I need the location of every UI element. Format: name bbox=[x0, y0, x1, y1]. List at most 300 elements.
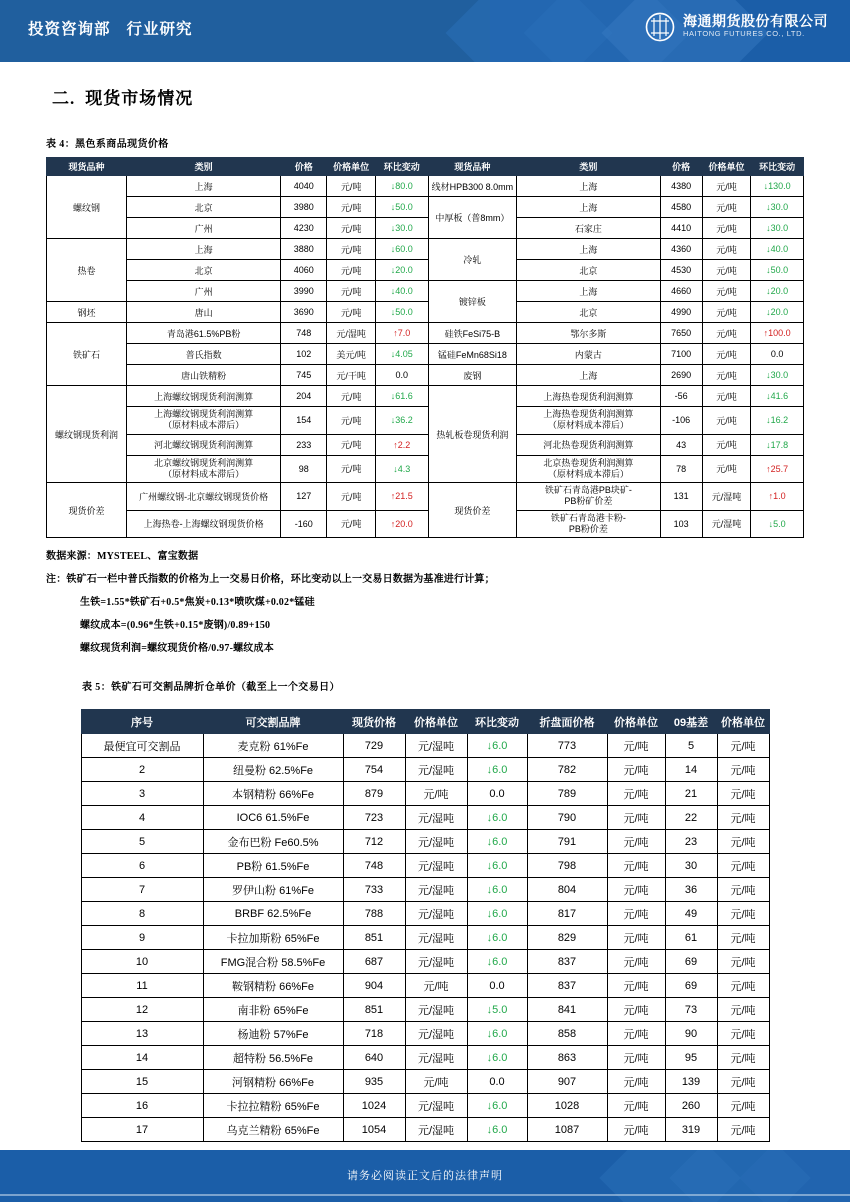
table-row bbox=[47, 218, 804, 239]
spot-price-table bbox=[46, 157, 804, 538]
unit-cell-right: 元/吨 bbox=[702, 218, 750, 239]
formula-rebar-profit: 螺纹现货利润=螺纹现货价格/0.97-螺纹成本 bbox=[80, 643, 274, 654]
change-cell-left: ↓60.0 bbox=[375, 239, 428, 260]
change-cell-left: ↑7.0 bbox=[375, 323, 428, 344]
unit-cell-left: 元/吨 bbox=[327, 260, 375, 281]
spot-price-cell: 788 bbox=[343, 902, 405, 926]
type-cell-right: 上海热卷现货利润测算 bbox=[517, 386, 660, 407]
brand-cell: 河钢精粉 66%Fe bbox=[203, 1070, 343, 1094]
page-header bbox=[0, 0, 850, 62]
table-row bbox=[81, 1022, 769, 1046]
price-cell-left: 98 bbox=[281, 455, 327, 483]
unit-cell-left: 元/吨 bbox=[327, 176, 375, 197]
formula-rebar-cost: 螺纹成本=(0.96*生铁+0.15*废钢)/0.89+150 bbox=[80, 620, 271, 631]
table4-note: 注：铁矿石一栏中普氏指数的价格为上一交易日价格，环比变动以上一交易日数据为基准进行计算； bbox=[46, 574, 495, 585]
unit-cell-3: 元/吨 bbox=[717, 1022, 769, 1046]
basis-cell: 319 bbox=[665, 1118, 717, 1142]
index-cell: 12 bbox=[81, 998, 203, 1022]
unit-cell-2: 元/吨 bbox=[607, 806, 665, 830]
unit-cell-right: 元/吨 bbox=[702, 407, 750, 435]
change-cell-left: ↓36.2 bbox=[375, 407, 428, 435]
type-cell-right: 铁矿石青岛港卡粉- PB粉价差 bbox=[517, 510, 660, 538]
table-row bbox=[81, 998, 769, 1022]
change-cell-right: ↓41.6 bbox=[751, 386, 804, 407]
brand-cell: 乌克兰精粉 65%Fe bbox=[203, 1118, 343, 1142]
unit-cell-1: 元/湿吨 bbox=[405, 758, 467, 782]
unit-cell-3: 元/吨 bbox=[717, 1070, 769, 1094]
index-cell: 10 bbox=[81, 950, 203, 974]
change-cell: ↓6.0 bbox=[467, 734, 527, 758]
discount-price-cell: 798 bbox=[527, 854, 607, 878]
brand-cell: FMG混合粉 58.5%Fe bbox=[203, 950, 343, 974]
table-row bbox=[81, 902, 769, 926]
unit-cell-3: 元/吨 bbox=[717, 854, 769, 878]
change-cell: ↓6.0 bbox=[467, 902, 527, 926]
index-cell: 8 bbox=[81, 902, 203, 926]
change-cell-right: ↓16.2 bbox=[751, 407, 804, 435]
unit-cell-right: 元/吨 bbox=[702, 365, 750, 386]
table-row bbox=[47, 344, 804, 365]
spot-price-cell: 748 bbox=[343, 854, 405, 878]
type-cell-right: 上海 bbox=[517, 176, 660, 197]
table-row bbox=[47, 407, 804, 435]
brand-cell: 卡拉拉精粉 65%Fe bbox=[203, 1094, 343, 1118]
brand-cell: 金布巴粉 Fe60.5% bbox=[203, 830, 343, 854]
change-cell-left: ↓40.0 bbox=[375, 281, 428, 302]
table4-source: 数据来源：MYSTEEL、富宝数据 bbox=[46, 551, 199, 562]
price-cell-left: 204 bbox=[281, 386, 327, 407]
type-cell-left: 普氏指数 bbox=[127, 344, 281, 365]
change-cell-left: ↑20.0 bbox=[375, 510, 428, 538]
unit-cell-2: 元/吨 bbox=[607, 1118, 665, 1142]
type-cell-right: 北京 bbox=[517, 260, 660, 281]
change-cell-left: ↓30.0 bbox=[375, 218, 428, 239]
unit-cell-right: 元/吨 bbox=[702, 344, 750, 365]
table4-caption: 表 4：黑色系商品现货价格 bbox=[46, 139, 169, 150]
th-change-left: 环比变动 bbox=[375, 158, 428, 176]
unit-cell-3: 元/吨 bbox=[717, 1046, 769, 1070]
brand-cell: 杨迪粉 57%Fe bbox=[203, 1022, 343, 1046]
unit-cell-left: 元/吨 bbox=[327, 239, 375, 260]
spot-price-cell: 723 bbox=[343, 806, 405, 830]
category-cell-right: 镀锌板 bbox=[428, 281, 517, 323]
discount-price-cell: 790 bbox=[527, 806, 607, 830]
spot-price-cell: 851 bbox=[343, 998, 405, 1022]
category-cell-left: 现货价差 bbox=[47, 483, 127, 538]
type-cell-right: 上海 bbox=[517, 239, 660, 260]
index-cell: 14 bbox=[81, 1046, 203, 1070]
unit-cell-3: 元/吨 bbox=[717, 758, 769, 782]
brand-name-en: HAITONG FUTURES CO., LTD. bbox=[683, 29, 805, 39]
brand-name-cn: 海通期货股份有限公司 bbox=[683, 14, 828, 30]
index-cell: 最便宜可交割品 bbox=[81, 734, 203, 758]
type-cell-left: 河北螺纹钢现货利润测算 bbox=[127, 434, 281, 455]
section-number: 二. bbox=[52, 89, 76, 108]
price-cell-right: 4580 bbox=[660, 197, 702, 218]
unit-cell-right: 元/吨 bbox=[702, 281, 750, 302]
type-cell-left: 广州螺纹钢-北京螺纹钢现货价格 bbox=[127, 483, 281, 511]
change-cell: ↓6.0 bbox=[467, 1022, 527, 1046]
table-row bbox=[81, 1070, 769, 1094]
brand-cell: PB粉 61.5%Fe bbox=[203, 854, 343, 878]
category-cell-left: 钢坯 bbox=[47, 302, 127, 323]
price-cell-right: 4530 bbox=[660, 260, 702, 281]
table-row bbox=[81, 734, 769, 758]
basis-cell: 61 bbox=[665, 926, 717, 950]
unit-cell-2: 元/吨 bbox=[607, 1094, 665, 1118]
table-row bbox=[81, 782, 769, 806]
price-cell-right: 7650 bbox=[660, 323, 702, 344]
type-cell-left: 青岛港61.5%PB粉 bbox=[127, 323, 281, 344]
table5-body bbox=[81, 734, 769, 1142]
unit-cell-1: 元/湿吨 bbox=[405, 926, 467, 950]
table-row bbox=[47, 197, 804, 218]
unit-cell-2: 元/吨 bbox=[607, 902, 665, 926]
unit-cell-right: 元/湿吨 bbox=[702, 510, 750, 538]
basis-cell: 139 bbox=[665, 1070, 717, 1094]
category-cell-right: 线材HPB300 8.0mm bbox=[428, 176, 517, 197]
change-cell-left: ↓20.0 bbox=[375, 260, 428, 281]
spot-price-cell: 718 bbox=[343, 1022, 405, 1046]
change-cell: ↓6.0 bbox=[467, 1118, 527, 1142]
change-cell-right: ↑100.0 bbox=[751, 323, 804, 344]
type-cell-left: 上海热卷-上海螺纹钢现货价格 bbox=[127, 510, 281, 538]
unit-cell-left: 元/吨 bbox=[327, 455, 375, 483]
basis-cell: 95 bbox=[665, 1046, 717, 1070]
unit-cell-right: 元/吨 bbox=[702, 323, 750, 344]
basis-cell: 21 bbox=[665, 782, 717, 806]
unit-cell-1: 元/湿吨 bbox=[405, 1046, 467, 1070]
unit-cell-right: 元/吨 bbox=[702, 434, 750, 455]
section-title-text: 现货市场情况 bbox=[85, 89, 194, 108]
unit-cell-right: 元/吨 bbox=[702, 302, 750, 323]
index-cell: 3 bbox=[81, 782, 203, 806]
brand-cell: BRBF 62.5%Fe bbox=[203, 902, 343, 926]
index-cell: 7 bbox=[81, 878, 203, 902]
table4-header-row bbox=[47, 158, 804, 176]
unit-cell-left: 元/吨 bbox=[327, 218, 375, 239]
unit-cell-3: 元/吨 bbox=[717, 734, 769, 758]
table-row bbox=[47, 510, 804, 538]
type-cell-left: 北京 bbox=[127, 260, 281, 281]
category-cell-left: 螺纹钢 bbox=[47, 176, 127, 239]
unit-cell-left: 元/吨 bbox=[327, 434, 375, 455]
spot-price-cell: 904 bbox=[343, 974, 405, 998]
spot-price-cell: 754 bbox=[343, 758, 405, 782]
index-cell: 4 bbox=[81, 806, 203, 830]
price-cell-right: 4660 bbox=[660, 281, 702, 302]
price-cell-left: -160 bbox=[281, 510, 327, 538]
brand-cell: IOC6 61.5%Fe bbox=[203, 806, 343, 830]
discount-price-cell: 782 bbox=[527, 758, 607, 782]
change-cell-left: ↓50.0 bbox=[375, 197, 428, 218]
unit-cell-3: 元/吨 bbox=[717, 926, 769, 950]
table-row bbox=[47, 281, 804, 302]
unit-cell-3: 元/吨 bbox=[717, 878, 769, 902]
unit-cell-2: 元/吨 bbox=[607, 854, 665, 878]
unit-cell-left: 元/吨 bbox=[327, 483, 375, 511]
change-cell: ↓6.0 bbox=[467, 1094, 527, 1118]
basis-cell: 73 bbox=[665, 998, 717, 1022]
table-row bbox=[47, 455, 804, 483]
discount-price-cell: 817 bbox=[527, 902, 607, 926]
th-variety-right: 现货品种 bbox=[428, 158, 517, 176]
brand-cell: 南非粉 65%Fe bbox=[203, 998, 343, 1022]
basis-cell: 22 bbox=[665, 806, 717, 830]
brand-cell: 罗伊山粉 61%Fe bbox=[203, 878, 343, 902]
change-cell-right: ↓50.0 bbox=[751, 260, 804, 281]
type-cell-right: 内蒙古 bbox=[517, 344, 660, 365]
unit-cell-1: 元/吨 bbox=[405, 1070, 467, 1094]
haitong-logo-icon bbox=[645, 12, 675, 42]
price-cell-right: 4380 bbox=[660, 176, 702, 197]
change-cell: ↓6.0 bbox=[467, 854, 527, 878]
category-cell-left: 热卷 bbox=[47, 239, 127, 302]
unit-cell-2: 元/吨 bbox=[607, 734, 665, 758]
change-cell-right: ↑25.7 bbox=[751, 455, 804, 483]
price-cell-right: 103 bbox=[660, 510, 702, 538]
th-price-left: 价格 bbox=[281, 158, 327, 176]
category-cell-right: 废钢 bbox=[428, 365, 517, 386]
unit-cell-2: 元/吨 bbox=[607, 878, 665, 902]
basis-cell: 30 bbox=[665, 854, 717, 878]
index-cell: 6 bbox=[81, 854, 203, 878]
formula-pig-iron: 生铁=1.55*铁矿石+0.5*焦炭+0.13*喷吹煤+0.02*锰硅 bbox=[80, 597, 315, 608]
category-cell-right: 锰硅FeMn68Si18 bbox=[428, 344, 517, 365]
page-footer bbox=[0, 1150, 850, 1202]
th-type-right: 类别 bbox=[517, 158, 660, 176]
discount-price-cell: 789 bbox=[527, 782, 607, 806]
change-cell: ↓5.0 bbox=[467, 998, 527, 1022]
table-row bbox=[81, 878, 769, 902]
table-row bbox=[81, 854, 769, 878]
change-cell-right: ↓130.0 bbox=[751, 176, 804, 197]
change-cell-right: ↓30.0 bbox=[751, 197, 804, 218]
unit-cell-1: 元/湿吨 bbox=[405, 902, 467, 926]
header-title bbox=[28, 17, 193, 39]
index-cell: 17 bbox=[81, 1118, 203, 1142]
spot-price-cell: 712 bbox=[343, 830, 405, 854]
change-cell-right: ↓20.0 bbox=[751, 281, 804, 302]
category-cell-right: 冷轧 bbox=[428, 239, 517, 281]
table-row bbox=[47, 323, 804, 344]
index-cell: 13 bbox=[81, 1022, 203, 1046]
price-cell-left: 154 bbox=[281, 407, 327, 435]
table-row bbox=[47, 386, 804, 407]
discount-price-cell: 837 bbox=[527, 950, 607, 974]
price-cell-right: 43 bbox=[660, 434, 702, 455]
table-row bbox=[47, 483, 804, 511]
th-brand: 可交割品牌 bbox=[203, 710, 343, 734]
change-cell: ↓6.0 bbox=[467, 806, 527, 830]
table-row bbox=[81, 1118, 769, 1142]
table-row bbox=[47, 260, 804, 281]
th-unit-left: 价格单位 bbox=[327, 158, 375, 176]
unit-cell-1: 元/湿吨 bbox=[405, 830, 467, 854]
category-cell-left: 铁矿石 bbox=[47, 323, 127, 386]
price-cell-left: 4060 bbox=[281, 260, 327, 281]
price-cell-right: -106 bbox=[660, 407, 702, 435]
basis-cell: 5 bbox=[665, 734, 717, 758]
table5-caption: 表 5：铁矿石可交割品牌折仓单价（截至上一个交易日） bbox=[82, 682, 340, 693]
price-cell-right: 78 bbox=[660, 455, 702, 483]
type-cell-right: 石家庄 bbox=[517, 218, 660, 239]
type-cell-right: 上海热卷现货利润测算 （原材料成本滞后） bbox=[517, 407, 660, 435]
type-cell-right: 上海 bbox=[517, 197, 660, 218]
th-change-right: 环比变动 bbox=[751, 158, 804, 176]
price-cell-right: -56 bbox=[660, 386, 702, 407]
type-cell-right: 上海 bbox=[517, 281, 660, 302]
unit-cell-2: 元/吨 bbox=[607, 1046, 665, 1070]
spot-price-cell: 879 bbox=[343, 782, 405, 806]
unit-cell-3: 元/吨 bbox=[717, 806, 769, 830]
type-cell-left: 上海 bbox=[127, 239, 281, 260]
discount-price-cell: 791 bbox=[527, 830, 607, 854]
unit-cell-2: 元/吨 bbox=[607, 926, 665, 950]
basis-cell: 90 bbox=[665, 1022, 717, 1046]
th-index: 序号 bbox=[81, 710, 203, 734]
unit-cell-left: 元/吨 bbox=[327, 386, 375, 407]
th-change: 环比变动 bbox=[467, 710, 527, 734]
brand-cell: 鞍钢精粉 66%Fe bbox=[203, 974, 343, 998]
unit-cell-2: 元/吨 bbox=[607, 1022, 665, 1046]
unit-cell-2: 元/吨 bbox=[607, 950, 665, 974]
change-cell-right: ↓40.0 bbox=[751, 239, 804, 260]
section-heading bbox=[52, 84, 804, 109]
change-cell-right: ↓17.8 bbox=[751, 434, 804, 455]
th-price-right: 价格 bbox=[660, 158, 702, 176]
type-cell-left: 北京螺纹钢现货利润测算 （原材料成本滞后） bbox=[127, 455, 281, 483]
price-cell-right: 4990 bbox=[660, 302, 702, 323]
price-cell-left: 127 bbox=[281, 483, 327, 511]
change-cell-left: ↓50.0 bbox=[375, 302, 428, 323]
index-cell: 16 bbox=[81, 1094, 203, 1118]
unit-cell-left: 美元/吨 bbox=[327, 344, 375, 365]
unit-cell-2: 元/吨 bbox=[607, 758, 665, 782]
th-unit-1: 价格单位 bbox=[405, 710, 467, 734]
unit-cell-right: 元/吨 bbox=[702, 386, 750, 407]
type-cell-left: 上海 bbox=[127, 176, 281, 197]
brand-cell: 麦克粉 61%Fe bbox=[203, 734, 343, 758]
brand-cell: 纽曼粉 62.5%Fe bbox=[203, 758, 343, 782]
header-category: 行业研究 bbox=[126, 21, 193, 38]
table-row bbox=[47, 176, 804, 197]
spot-price-cell: 640 bbox=[343, 1046, 405, 1070]
th-unit-2: 价格单位 bbox=[607, 710, 665, 734]
change-cell-left: 0.0 bbox=[375, 365, 428, 386]
category-cell-left: 螺纹钢现货利润 bbox=[47, 386, 127, 483]
change-cell-right: ↓30.0 bbox=[751, 365, 804, 386]
unit-cell-1: 元/湿吨 bbox=[405, 806, 467, 830]
unit-cell-3: 元/吨 bbox=[717, 998, 769, 1022]
price-cell-right: 131 bbox=[660, 483, 702, 511]
th-discount-price: 折盘面价格 bbox=[527, 710, 607, 734]
unit-cell-1: 元/湿吨 bbox=[405, 1094, 467, 1118]
unit-cell-left: 元/吨 bbox=[327, 302, 375, 323]
unit-cell-left: 元/吨 bbox=[327, 407, 375, 435]
basis-cell: 23 bbox=[665, 830, 717, 854]
change-cell-left: ↓80.0 bbox=[375, 176, 428, 197]
unit-cell-2: 元/吨 bbox=[607, 782, 665, 806]
change-cell: ↓6.0 bbox=[467, 926, 527, 950]
type-cell-right: 北京热卷现货利润测算 （原材料成本滞后） bbox=[517, 455, 660, 483]
price-cell-right: 2690 bbox=[660, 365, 702, 386]
discount-price-cell: 804 bbox=[527, 878, 607, 902]
table-row bbox=[47, 302, 804, 323]
type-cell-left: 广州 bbox=[127, 218, 281, 239]
type-cell-right: 北京 bbox=[517, 302, 660, 323]
price-cell-left: 3880 bbox=[281, 239, 327, 260]
footer-divider bbox=[0, 1194, 850, 1196]
brand-cell: 超特粉 56.5%Fe bbox=[203, 1046, 343, 1070]
table-row bbox=[81, 926, 769, 950]
unit-cell-1: 元/湿吨 bbox=[405, 950, 467, 974]
spot-price-cell: 687 bbox=[343, 950, 405, 974]
category-cell-right: 热轧板卷现货利润 bbox=[428, 386, 517, 483]
unit-cell-right: 元/湿吨 bbox=[702, 483, 750, 511]
spot-price-cell: 733 bbox=[343, 878, 405, 902]
price-cell-left: 3690 bbox=[281, 302, 327, 323]
brand-cell: 卡拉加斯粉 65%Fe bbox=[203, 926, 343, 950]
change-cell-right: ↓30.0 bbox=[751, 218, 804, 239]
change-cell-right: 0.0 bbox=[751, 344, 804, 365]
unit-cell-right: 元/吨 bbox=[702, 260, 750, 281]
discount-price-cell: 1087 bbox=[527, 1118, 607, 1142]
basis-cell: 260 bbox=[665, 1094, 717, 1118]
document-body bbox=[0, 84, 850, 1171]
unit-cell-left: 元/吨 bbox=[327, 281, 375, 302]
price-cell-left: 748 bbox=[281, 323, 327, 344]
footer-disclaimer: 请务必阅读正文后的法律声明 bbox=[347, 1170, 503, 1182]
change-cell: ↓6.0 bbox=[467, 758, 527, 782]
index-cell: 15 bbox=[81, 1070, 203, 1094]
spot-price-cell: 935 bbox=[343, 1070, 405, 1094]
change-cell: ↓6.0 bbox=[467, 1046, 527, 1070]
unit-cell-left: 元/湿吨 bbox=[327, 323, 375, 344]
unit-cell-left: 元/吨 bbox=[327, 197, 375, 218]
discount-price-cell: 1028 bbox=[527, 1094, 607, 1118]
table5-header-row bbox=[81, 710, 769, 734]
price-cell-left: 4230 bbox=[281, 218, 327, 239]
basis-cell: 69 bbox=[665, 974, 717, 998]
change-cell: 0.0 bbox=[467, 974, 527, 998]
unit-cell-2: 元/吨 bbox=[607, 998, 665, 1022]
table-row bbox=[81, 1094, 769, 1118]
type-cell-right: 铁矿石青岛港PB块矿- PB粉矿价差 bbox=[517, 483, 660, 511]
change-cell-left: ↓4.05 bbox=[375, 344, 428, 365]
table-row bbox=[47, 239, 804, 260]
change-cell-left: ↓4.3 bbox=[375, 455, 428, 483]
discount-price-cell: 907 bbox=[527, 1070, 607, 1094]
price-cell-right: 7100 bbox=[660, 344, 702, 365]
price-cell-left: 745 bbox=[281, 365, 327, 386]
unit-cell-3: 元/吨 bbox=[717, 1094, 769, 1118]
unit-cell-left: 元/吨 bbox=[327, 510, 375, 538]
basis-cell: 69 bbox=[665, 950, 717, 974]
basis-cell: 14 bbox=[665, 758, 717, 782]
discount-price-cell: 841 bbox=[527, 998, 607, 1022]
unit-cell-3: 元/吨 bbox=[717, 830, 769, 854]
type-cell-right: 上海 bbox=[517, 365, 660, 386]
unit-cell-1: 元/吨 bbox=[405, 782, 467, 806]
table-row bbox=[81, 974, 769, 998]
company-logo bbox=[645, 12, 828, 42]
discount-price-cell: 837 bbox=[527, 974, 607, 998]
type-cell-left: 上海螺纹钢现货利润测算 bbox=[127, 386, 281, 407]
th-unit-right: 价格单位 bbox=[702, 158, 750, 176]
unit-cell-left: 元/干吨 bbox=[327, 365, 375, 386]
th-basis-09: 09基差 bbox=[665, 710, 717, 734]
